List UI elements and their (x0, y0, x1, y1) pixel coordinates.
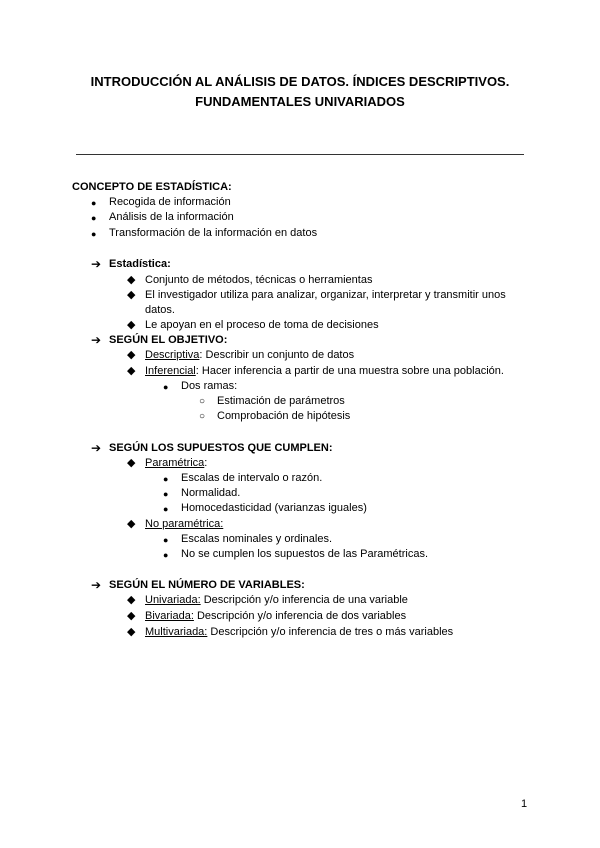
diamond-icon: ◆ (127, 349, 136, 361)
section-heading-supuestos: SEGÚN LOS SUPUESTOS QUE CUMPLEN: (109, 442, 333, 454)
term-descriptiva: Descriptiva (145, 349, 200, 361)
bullet-icon: ● (163, 550, 169, 560)
list-item: Normalidad. (181, 487, 241, 499)
bullet-icon: ● (163, 535, 169, 545)
hollow-circle-icon: ○ (199, 396, 206, 407)
list-item: Transformación de la información en datos (109, 227, 318, 239)
list-item: Escalas nominales y ordinales. (181, 533, 333, 545)
diamond-icon: ◆ (127, 518, 136, 530)
page-number: 1 (521, 798, 528, 810)
list-item: Recogida de información (109, 196, 231, 208)
list-item: Escalas de intervalo o razón. (181, 472, 323, 484)
bullet-icon: ● (163, 504, 169, 514)
definition-inferencial: : Hacer inferencia a partir de una muestra sobre una población. (195, 365, 504, 377)
bullet-icon: ● (91, 213, 97, 223)
document-title-line-2: FUNDAMENTALES UNIVARIADOS (195, 94, 405, 109)
list-item: Homocedasticidad (varianzas iguales) (181, 502, 367, 514)
right-arrow-icon: ➔ (91, 257, 102, 271)
section-heading-estadistica: Estadística: (109, 258, 171, 270)
diamond-icon: ◆ (127, 457, 136, 469)
section-heading-variables: SEGÚN EL NÚMERO DE VARIABLES: (109, 579, 305, 591)
list-item-multivariada (145, 625, 453, 639)
definition-descriptiva: : Describir un conjunto de datos (199, 349, 355, 361)
term-no-parametrica: No paramétrica: (145, 518, 224, 530)
definition-univariada: Descripción y/o inferencia de una variable (200, 594, 408, 606)
list-item-bivariada (145, 609, 406, 623)
diamond-icon: ◆ (127, 365, 136, 377)
list-item-continuation: datos. (145, 304, 175, 316)
diamond-icon: ◆ (127, 274, 136, 286)
horizontal-divider (76, 154, 524, 155)
list-item-descriptiva (145, 348, 354, 362)
list-item-inferencial (145, 364, 504, 378)
list-item: No se cumplen los supuestos de las Paramétricas. (181, 548, 429, 560)
diamond-icon: ◆ (127, 594, 136, 606)
diamond-icon: ◆ (127, 319, 136, 331)
section-heading-objetivo: SEGÚN EL OBJETIVO: (109, 334, 228, 346)
hollow-circle-icon: ○ (199, 411, 206, 422)
document-title-line-1: INTRODUCCIÓN AL ANÁLISIS DE DATOS. ÍNDICES DESCRIPTIVOS. (90, 74, 510, 89)
diamond-icon: ◆ (127, 289, 136, 301)
colon: : (204, 457, 208, 469)
bullet-icon: ● (91, 198, 97, 208)
list-item: Comprobación de hipótesis (217, 410, 351, 422)
bullet-icon: ● (163, 474, 169, 484)
list-item: Dos ramas: (181, 380, 238, 392)
definition-bivariada: Descripción y/o inferencia de dos variables (193, 610, 407, 622)
section-heading-concepto: CONCEPTO DE ESTADÍSTICA: (72, 181, 232, 193)
list-item-univariada (145, 593, 408, 607)
diamond-icon: ◆ (127, 626, 136, 638)
term-multivariada: Multivariada: (145, 626, 208, 638)
list-item: El investigador utiliza para analizar, organizar, interpretar y transmitir unos (145, 289, 506, 301)
term-parametrica: Paramétrica (145, 457, 205, 469)
list-item: Le apoyan en el proceso de toma de decisiones (145, 319, 379, 331)
right-arrow-icon: ➔ (91, 578, 102, 592)
list-item: Análisis de la información (109, 211, 234, 223)
right-arrow-icon: ➔ (91, 333, 102, 347)
list-item-parametrica (145, 456, 207, 470)
list-item: Estimación de parámetros (217, 395, 345, 407)
bullet-icon: ● (91, 229, 97, 239)
list-item: Conjunto de métodos, técnicas o herramientas (145, 274, 373, 286)
term-univariada: Univariada: (145, 594, 201, 606)
diamond-icon: ◆ (127, 610, 136, 622)
definition-multivariada: Descripción y/o inferencia de tres o más variables (207, 626, 454, 638)
term-inferencial: Inferencial (145, 365, 196, 377)
term-bivariada: Bivariada: (145, 610, 194, 622)
right-arrow-icon: ➔ (91, 441, 102, 455)
bullet-icon: ● (163, 489, 169, 499)
bullet-icon: ● (163, 382, 169, 392)
